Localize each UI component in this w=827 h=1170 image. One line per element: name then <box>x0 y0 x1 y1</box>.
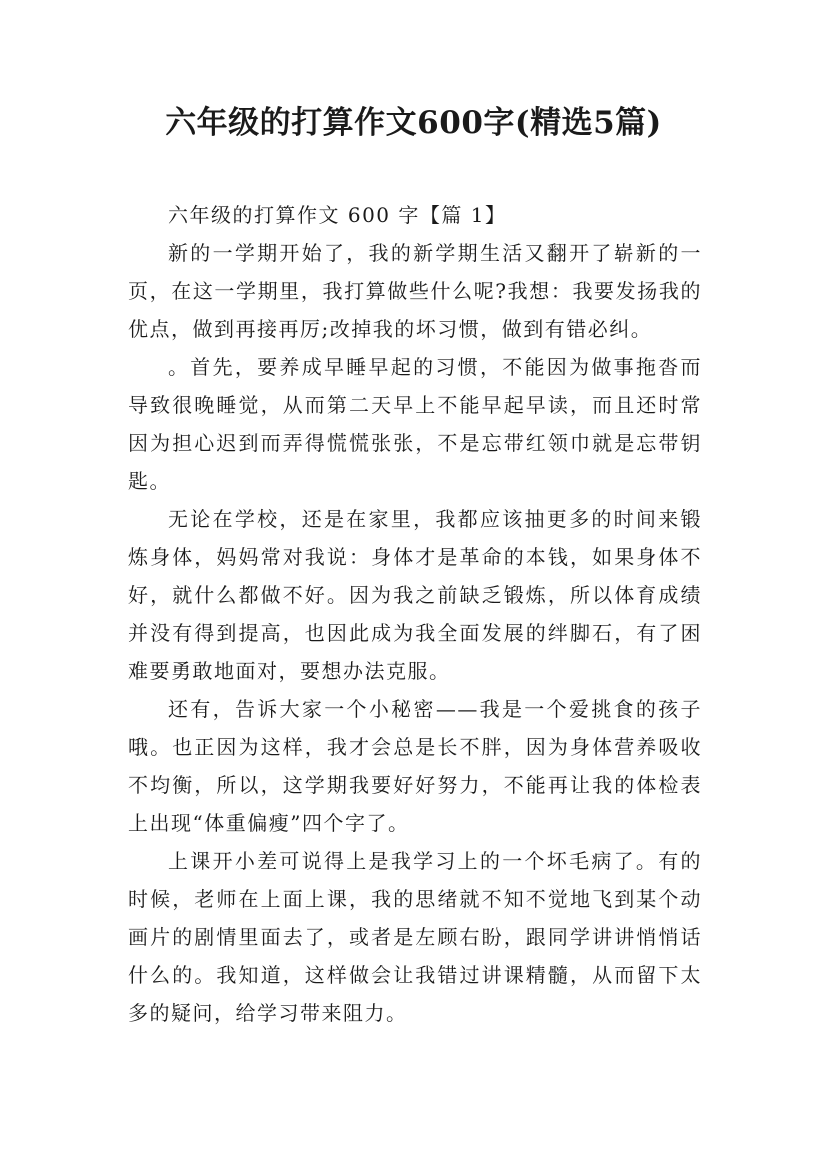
document-title: 六年级的打算作文600字(精选5篇) <box>165 105 662 141</box>
paragraph: 新的一学期开始了，我的新学期生活又翻开了崭新的一页，在这一学期里，我打算做些什么呢?我想：我要发扬我的优点，做到再接再厉;改掉我的坏习惯，做到有错必纠。 <box>128 241 702 341</box>
paragraph: 还有，告诉大家一个小秘密——我是一个爱挑食的孩子哦。也正因为这样，我才会总是长不胖，因为身体营养吸收不均衡，所以，这学期我要好好努力，不能再让我的体检表上出现“体重偏瘦”四个字了。 <box>128 697 702 835</box>
paragraph: 。首先，要养成早睡早起的习惯，不能因为做事拖沓而导致很晚睡觉，从而第二天早上不能早起早读，而且还时常因为担心迟到而弄得慌慌张张，不是忘带红领巾就是忘带钥匙。 <box>128 355 702 493</box>
section-heading: 六年级的打算作文 600 字【篇 1】 <box>168 203 507 227</box>
paragraph: 上课开小差可说得上是我学习上的一个坏毛病了。有的时候，老师在上面上课，我的思绪就不知不觉地飞到某个动画片的剧情里面去了，或者是左顾右盼，跟同学讲讲悄悄话什么的。我知道，这样做会让我错过讲课精髓，从而留下太多的疑问，给学习带来阻力。 <box>128 849 702 1025</box>
paragraph: 无论在学校，还是在家里，我都应该抽更多的时间来锻炼身体，妈妈常对我说：身体才是革命的本钱，如果身体不好，就什么都做不好。因为我之前缺乏锻炼，所以体育成绩并没有得到提高，也因此成为我全面发展的绊脚石，有了困难要勇敢地面对，要想办法克服。 <box>128 507 702 683</box>
document-body <box>128 196 702 1032</box>
